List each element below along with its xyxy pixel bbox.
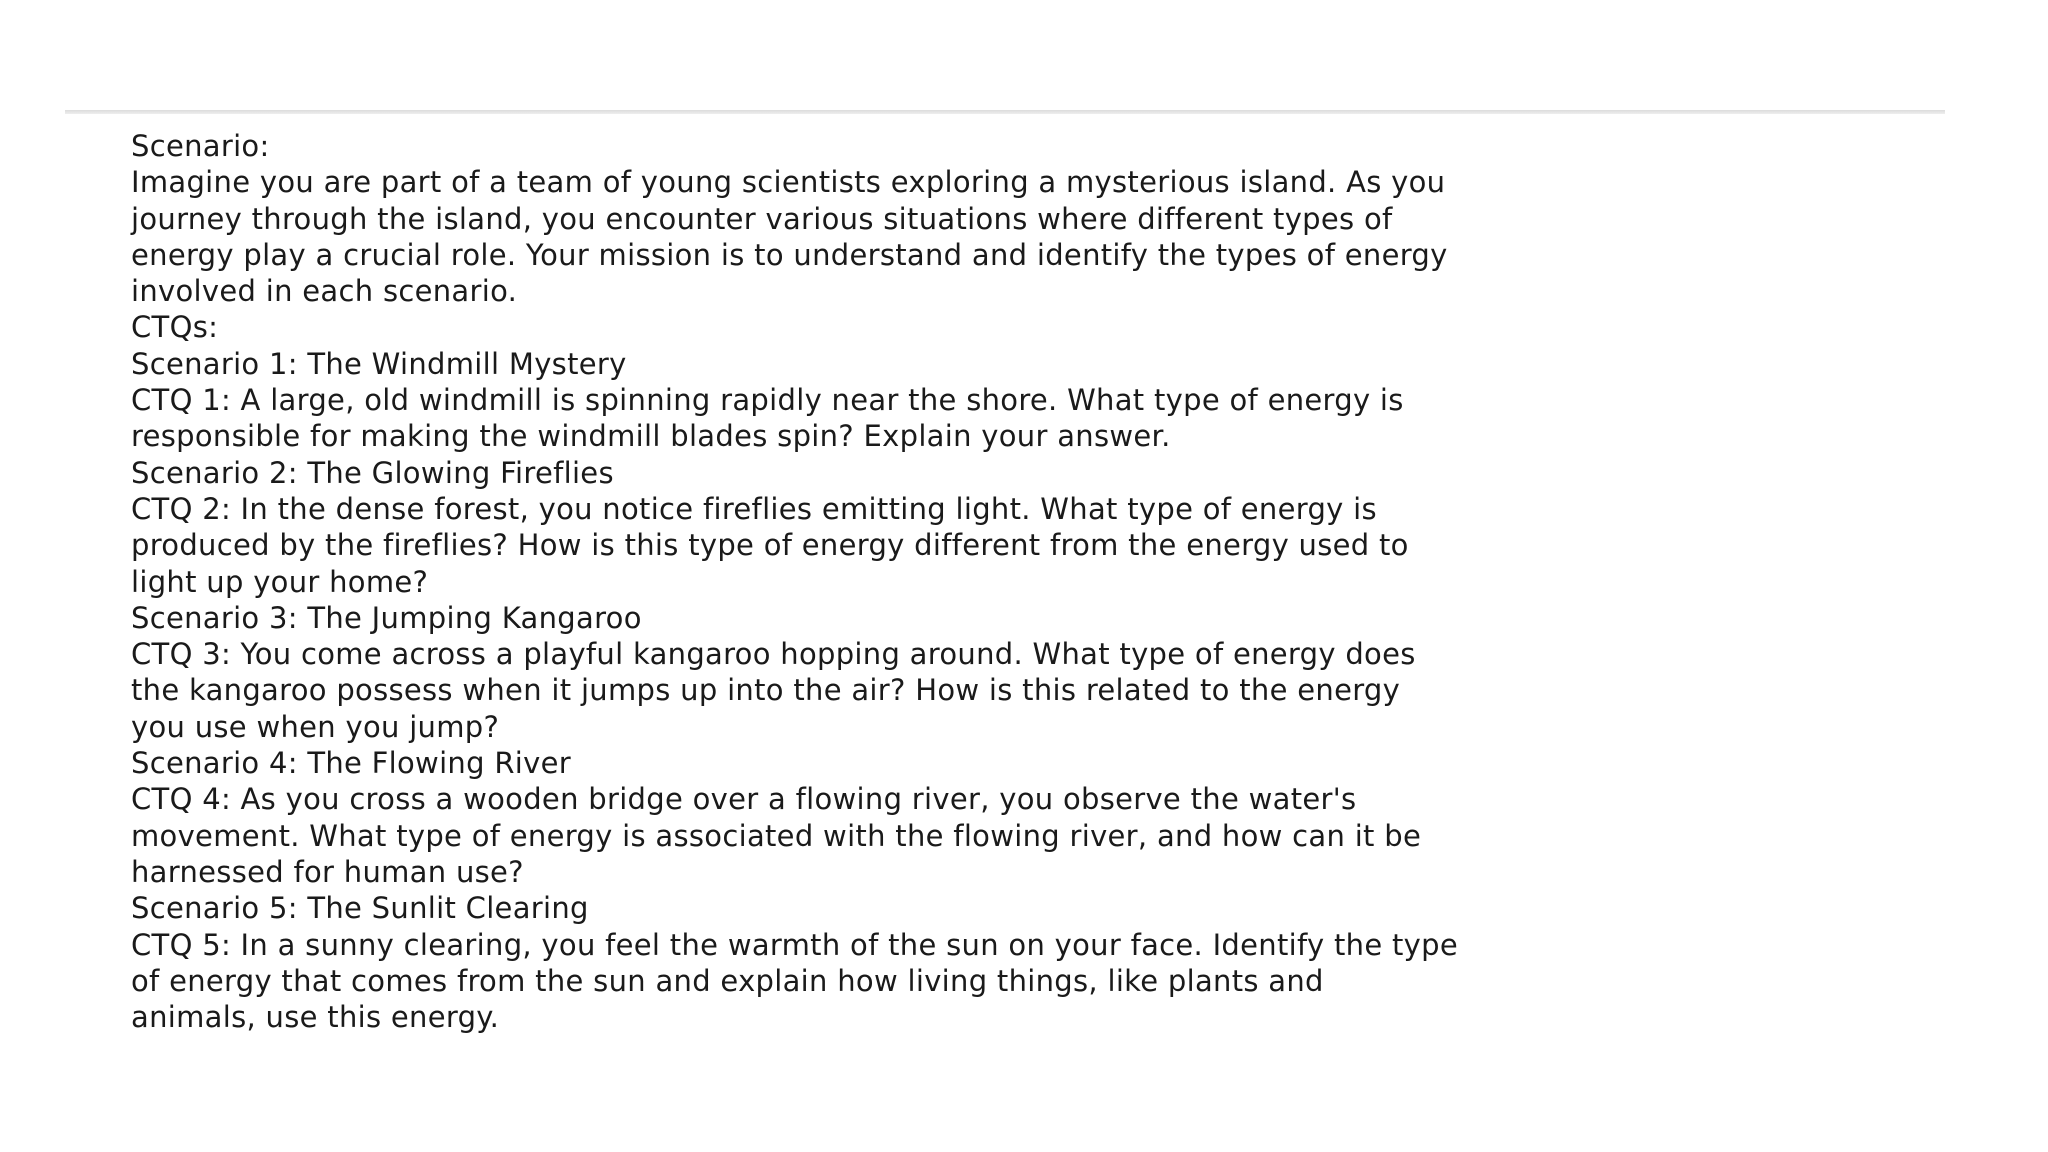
ctq-2-line-1: CTQ 2: In the dense forest, you notice fireflies emitting light. What type of energy is (131, 491, 1377, 526)
scenario-heading: Scenario: (131, 129, 270, 163)
ctq-2-line-2: produced by the fireflies? How is this type of energy different from the energy used to (131, 528, 1409, 563)
scenario-5-title: Scenario 5: The Sunlit Clearing (131, 891, 589, 926)
scenario-intro-line-1: Imagine you are part of a team of young scientists exploring a mysterious island. As you (131, 165, 1446, 200)
ctq-4-line-1: CTQ 4: As you cross a wooden bridge over a flowing river, you observe the water's (131, 782, 1357, 817)
ctq-3-line-2: the kangaroo possess when it jumps up into the air? How is this related to the energy (131, 673, 1401, 708)
ctq-5-line-3: animals, use this energy. (131, 1000, 500, 1035)
scenario-intro-line-3: energy play a crucial role. Your mission is to understand and identify the types of energy (131, 237, 1448, 272)
ctq-1-line-2: responsible for making the windmill blades spin? Explain your answer. (131, 419, 1171, 454)
ctq-3-line-3: you use when you jump? (131, 709, 500, 744)
ctq-1-line-1: CTQ 1: A large, old windmill is spinning rapidly near the shore. What type of energy is (131, 383, 1404, 418)
scenario-3-title: Scenario 3: The Jumping Kangaroo (131, 600, 642, 635)
ctqs-heading: CTQs: (131, 310, 219, 345)
scenario-2-title: Scenario 2: The Glowing Fireflies (131, 455, 614, 490)
ctq-2-line-3: light up your home? (131, 564, 429, 599)
scenario-4-title: Scenario 4: The Flowing River (131, 746, 571, 781)
ctq-5-line-1: CTQ 5: In a sunny clearing, you feel the warmth of the sun on your face. Identify the type (131, 927, 1458, 962)
ctq-4-line-2: movement. What type of energy is associated with the flowing river, and how can it be (131, 818, 1422, 853)
ctq-4-line-3: harnessed for human use? (131, 854, 524, 889)
scenario-document (131, 128, 1931, 1035)
top-divider (65, 110, 1945, 114)
scenario-intro-line-2: journey through the island, you encounter various situations where different types of (131, 201, 1393, 236)
ctq-5-line-2: of energy that comes from the sun and explain how living things, like plants and (131, 963, 1324, 998)
scenario-intro-line-4: involved in each scenario. (131, 274, 518, 309)
scenario-1-title: Scenario 1: The Windmill Mystery (131, 346, 627, 381)
ctq-3-line-1: CTQ 3: You come across a playful kangaroo hopping around. What type of energy does (131, 637, 1416, 672)
